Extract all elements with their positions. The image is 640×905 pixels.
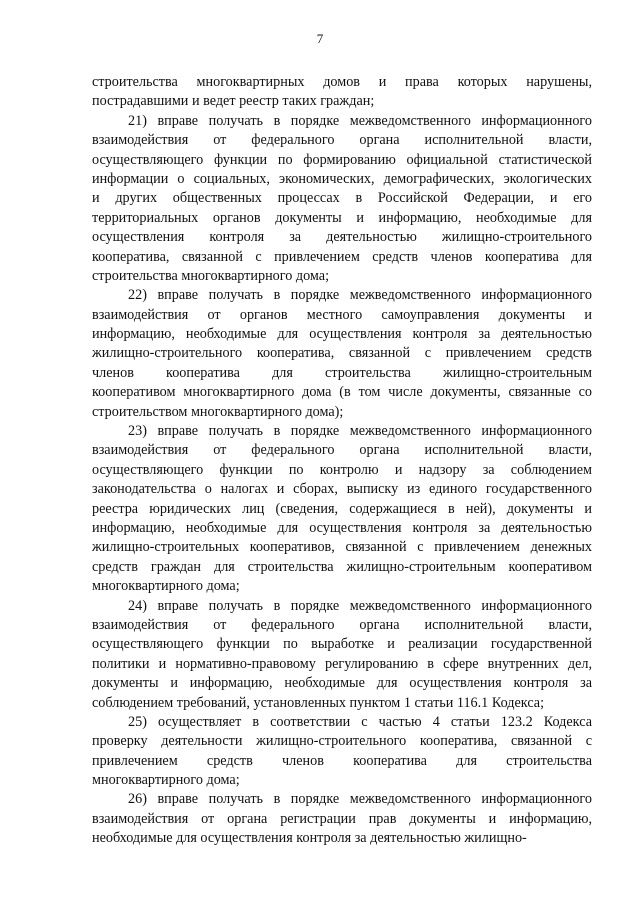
text-line: строительством многоквартирного дома);	[92, 403, 344, 420]
text-line: жилищно-строительных кооперативов, связанной с привлечением денежных	[92, 539, 592, 556]
paragraph-p20-tail	[92, 73, 592, 112]
text-line: строительства многоквартирного дома;	[92, 267, 330, 284]
text-line: законодательства о налогах и сборах, выписку из единого государственного	[92, 481, 592, 498]
document-body	[92, 73, 592, 849]
text-line: взаимодействия от федерального органа исполнительной власти,	[92, 442, 592, 459]
text-line: взаимодействия от федерального органа исполнительной власти,	[92, 132, 592, 149]
text-line: проверку деятельности жилищно-строительного кооператива, связанной с	[92, 733, 592, 750]
text-line: строительства многоквартирных домов и права которых нарушены,	[92, 74, 592, 90]
text-line: документы и информацию, необходимые для осуществления контроля за	[92, 675, 592, 692]
paragraph-p22	[92, 286, 592, 422]
text-line: средств граждан для строительства жилищно-строительным кооперативом	[92, 558, 592, 575]
text-line: осуществляющего функции по выработке и реализации государственной	[92, 636, 592, 653]
text-line: многоквартирного дома;	[92, 772, 240, 789]
text-line: осуществляющего функции по формированию официальной статистической	[92, 151, 592, 168]
text-line: многоквартирного дома;	[92, 578, 240, 595]
paragraph-p23	[92, 422, 592, 597]
text-line: информацию, необходимые для осуществления контроля за деятельностью	[92, 519, 592, 536]
text-line: кооперативом многоквартирного дома (в том числе документы, связанные со	[92, 384, 592, 401]
text-line: осуществления контроля за деятельностью жилищно-строительного	[92, 229, 592, 246]
text-line: 22) вправе получать в порядке межведомственного информационного	[128, 287, 592, 304]
text-line: 24) вправе получать в порядке межведомственного информационного	[128, 597, 592, 614]
text-line: взаимодействия от органов местного самоуправления документы и	[92, 306, 592, 323]
text-line: 26) вправе получать в порядке межведомственного информационного	[128, 791, 592, 808]
text-line: жилищно-строительного кооператива, связанной с привлечением средств	[92, 345, 592, 362]
text-line: 25) осуществляет в соответствии с частью 4 статьи 123.2 Кодекса	[128, 713, 592, 730]
paragraph-p25	[92, 713, 592, 791]
text-line: пострадавшими и ведет реестр таких граждан;	[92, 93, 375, 110]
text-line: территориальных органов документы и информацию, необходимые для	[92, 209, 592, 226]
text-line: взаимодействия от федерального органа исполнительной власти,	[92, 616, 592, 633]
text-line: 21) вправе получать в порядке межведомственного информационного	[128, 112, 592, 129]
text-line: членов кооператива для строительства жилищно-строительным	[92, 364, 592, 381]
paragraph-p21	[92, 112, 592, 287]
text-line: привлечением средств членов кооператива для строительства	[92, 752, 592, 769]
text-line: информацию, необходимые для осуществления контроля за деятельностью	[92, 326, 592, 343]
text-line: политики и нормативно-правовому регулированию в сфере внутренних дел,	[92, 655, 592, 672]
text-line: и других общественных процессах в Российской Федерации, и его	[92, 190, 592, 207]
text-line: соблюдением требований, установленных пунктом 1 статьи 116.1 Кодекса;	[92, 694, 545, 711]
text-line: информации о социальных, экономических, демографических, экологических	[92, 170, 592, 187]
text-line: 23) вправе получать в порядке межведомственного информационного	[128, 423, 592, 440]
text-line: взаимодействия от органа регистрации прав документы и информацию,	[92, 810, 592, 827]
text-line: необходимые для осуществления контроля за деятельностью жилищно-	[92, 830, 527, 847]
text-line: кооператива, связанной с привлечением средств членов кооператива для	[92, 248, 592, 265]
text-line: осуществляющего функции по контролю и надзору за соблюдением	[92, 461, 592, 478]
text-line: реестра юридических лиц (сведения, содержащиеся в ней), документы и	[92, 500, 592, 517]
paragraph-p26	[92, 790, 592, 848]
paragraph-p24	[92, 597, 592, 713]
page-number: 7	[316, 31, 324, 46]
